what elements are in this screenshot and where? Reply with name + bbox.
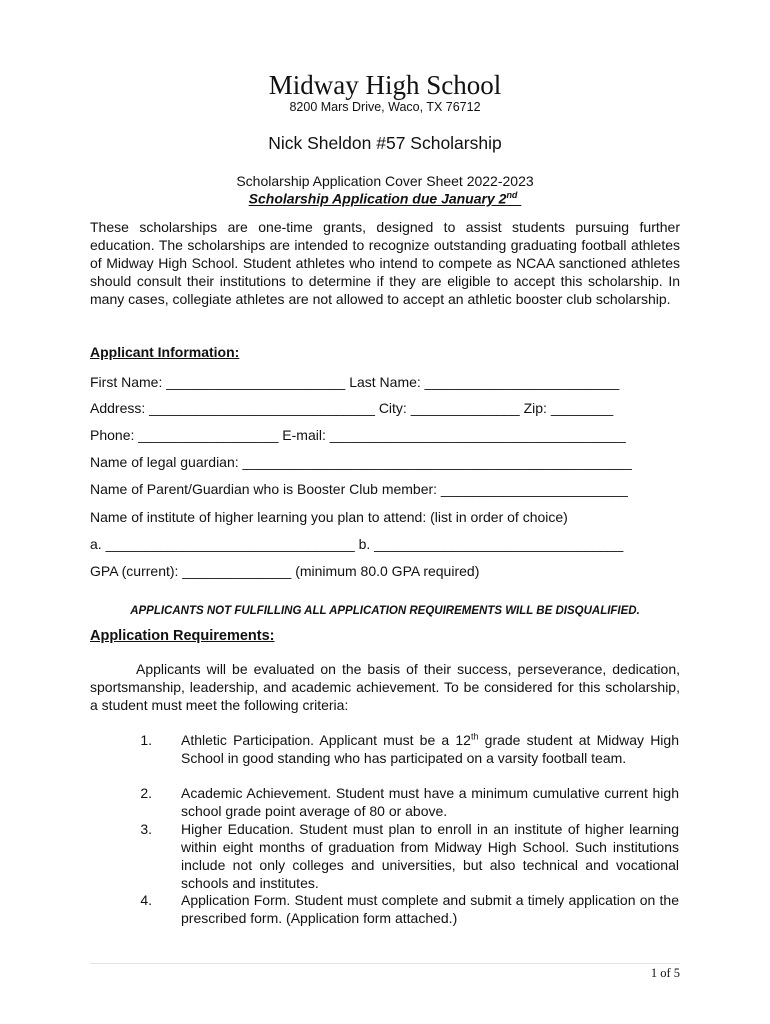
institute-prompt: Name of institute of higher learning you plan to attend: (list in order of choice) — [90, 509, 568, 525]
cover-sheet-title: Scholarship Application Cover Sheet 2022-2023 — [236, 173, 534, 189]
requirement-superscript: th — [470, 731, 479, 742]
requirements-intro — [90, 660, 680, 714]
requirements-heading: Application Requirements: — [90, 628, 275, 644]
intro-paragraph: These scholarships are one-time grants, designed to assist students pursuing further education. The scholarships are intended to recognize outstanding graduating football athletes of Midway High School. Student athletes who intend to compete as NCAA sanctioned athletes should consult their institutions to determine if they are eligible to accept this scholarship. In many cases, collegiate athletes are not allowed to accept an athletic booster club scholarship. — [90, 219, 680, 307]
requirement-number: 3. — [140, 821, 152, 837]
name-field-line: First Name: _______________________ Last Name: _________________________ — [90, 374, 620, 390]
address-field-line: Address: _____________________________ City: ______________ Zip: ________ — [90, 400, 614, 416]
requirement-number: 4. — [140, 892, 152, 908]
disqualify-notice: APPLICANTS NOT FULFILLING ALL APPLICATION REQUIREMENTS WILL BE DISQUALIFIED. — [130, 605, 640, 617]
institute-choices-field-line: a. ________________________________ b. ________________________________ — [90, 536, 624, 552]
school-address: 8200 Mars Drive, Waco, TX 76712 — [289, 100, 481, 114]
requirement-number: 1. — [140, 732, 152, 748]
gpa-field-line: GPA (current): ______________ (minimum 80.0 GPA required) — [90, 563, 480, 579]
page-number: 1 of 5 — [650, 966, 680, 980]
requirement-text — [181, 731, 679, 767]
scholarship-title: Nick Sheldon #57 Scholarship — [268, 133, 502, 153]
requirement-text: Academic Achievement. Student must have a minimum cumulative current high school grade point average of 80 or above. — [181, 785, 679, 819]
due-date-text: Scholarship Application due January 2 — [248, 190, 507, 207]
applicant-info-heading: Applicant Information: — [90, 344, 240, 360]
phone-email-field-line: Phone: __________________ E-mail: ______________________________________ — [90, 427, 626, 443]
requirement-text: Higher Education. Student must plan to enroll in an institute of higher learning within eight months of graduation from Midway High School. Such institutions include not only colleges and universities, but also technical and vocational schools and institutes. — [181, 821, 679, 891]
due-date-suffix: nd — [506, 190, 518, 200]
footer-divider — [90, 963, 680, 964]
guardian-field-line: Name of legal guardian: __________________________________________________ — [90, 454, 632, 470]
requirement-number: 2. — [140, 785, 152, 801]
due-date — [0, 190, 770, 207]
requirements-intro-text: Applicants will be evaluated on the basis of their success, perseverance, dedication, sportsmanship, leadership, and academic achievement. To be considered for this scholarship, a student must meet the following criteria: — [90, 661, 680, 713]
requirement-text: Application Form. Student must complete and submit a timely application on the prescribed form. (Application form attached.) — [181, 892, 679, 926]
requirement-text-part: Athletic Participation. Applicant must be a 12 — [181, 732, 471, 748]
booster-member-field-line: Name of Parent/Guardian who is Booster Club member: ________________________ — [90, 481, 628, 497]
school-name: Midway High School — [268, 70, 502, 100]
requirement-text-part: grade student at Midway High School in good standing who has participated on a varsity football team. — [181, 732, 679, 766]
